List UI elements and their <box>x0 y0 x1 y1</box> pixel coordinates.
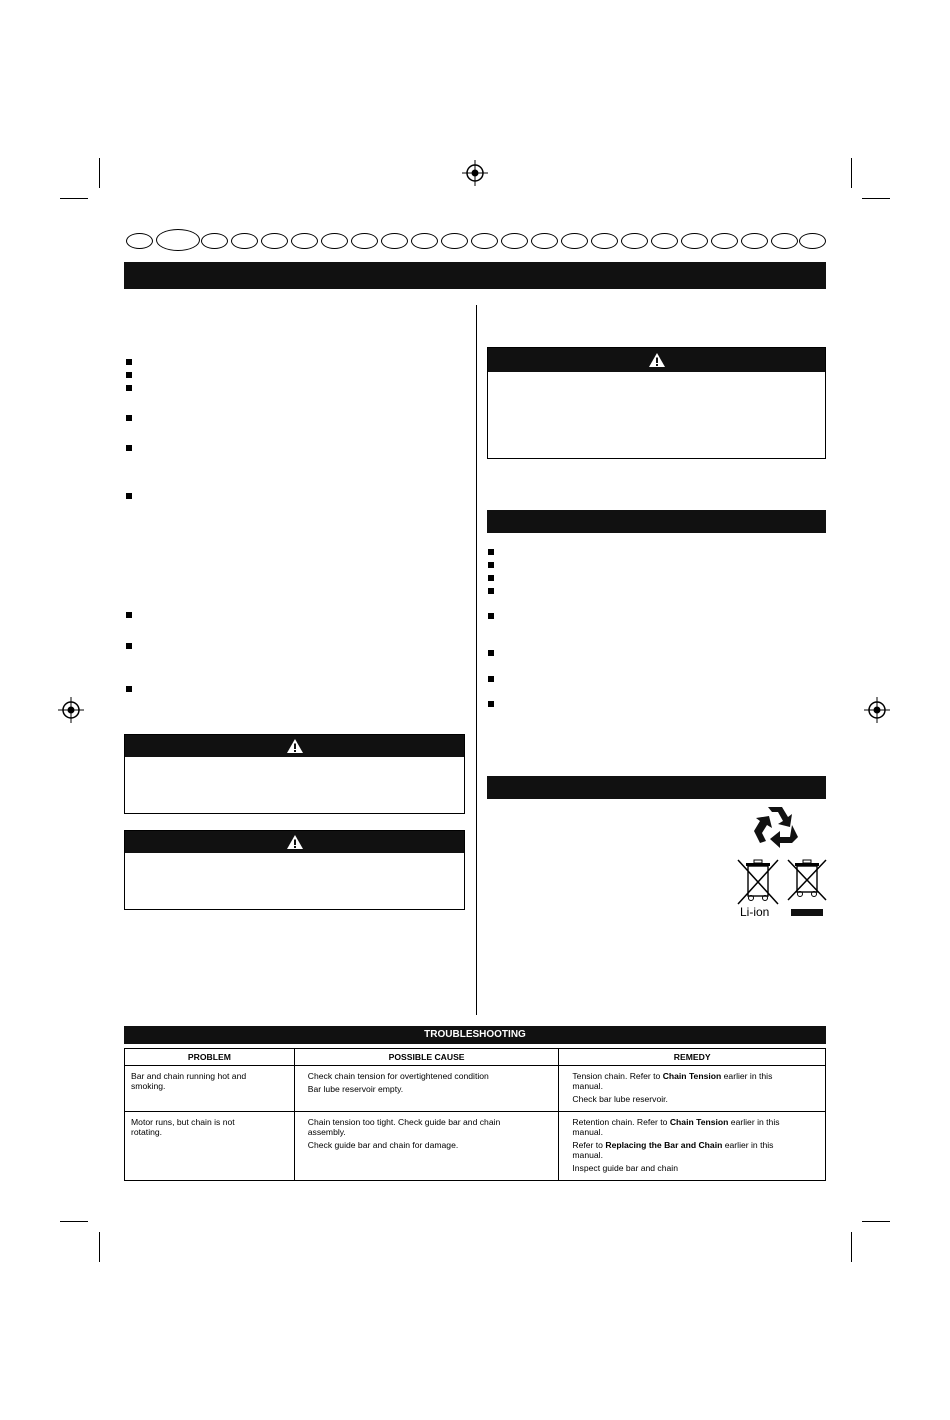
remedy-text: Tension chain. Refer to Chain Tension earlier in this manual. <box>572 1071 773 1091</box>
bullet <box>488 676 494 682</box>
troubleshooting-title: TROUBLESHOOTING <box>124 1026 826 1044</box>
crossed-bin-icon <box>736 858 780 906</box>
bullet <box>126 686 132 692</box>
table-header-row <box>125 1049 826 1066</box>
bullet <box>488 613 494 619</box>
remedy-text: Retention chain. Refer to Chain Tension earlier in this manual. <box>572 1117 780 1137</box>
language-oval <box>321 233 348 249</box>
language-oval <box>471 233 498 249</box>
problem-cell <box>125 1066 295 1112</box>
warning-header <box>125 735 464 757</box>
warning-header <box>125 831 464 853</box>
language-oval <box>651 233 678 249</box>
warning-box <box>124 830 465 910</box>
registration-mark-icon <box>58 697 84 723</box>
bullet <box>488 549 494 555</box>
warning-triangle-icon <box>286 834 304 850</box>
remedy-cell <box>559 1066 826 1112</box>
column-header-remedy: REMEDY <box>559 1049 826 1066</box>
bullet <box>126 372 132 378</box>
troubleshooting-table <box>124 1048 826 1181</box>
language-oval <box>621 233 648 249</box>
remedy-text: Inspect guide bar and chain <box>572 1163 678 1173</box>
language-oval <box>231 233 258 249</box>
registration-mark-icon <box>462 160 488 186</box>
cause-text: Check chain tension for overtightened condition <box>307 1071 489 1081</box>
bullet <box>126 612 132 618</box>
language-oval <box>411 233 438 249</box>
language-oval <box>741 233 768 249</box>
table-row <box>125 1112 826 1181</box>
bullet <box>488 575 494 581</box>
column-header-cause: POSSIBLE CAUSE <box>294 1049 559 1066</box>
language-oval <box>201 233 228 249</box>
column-header-problem: PROBLEM <box>125 1049 295 1066</box>
language-oval <box>799 233 826 249</box>
language-oval-active <box>156 229 200 251</box>
bullet <box>126 445 132 451</box>
crop-mark <box>60 1221 88 1222</box>
cause-text: Bar lube reservoir empty. <box>307 1084 404 1094</box>
bullet <box>126 415 132 421</box>
bullet <box>126 643 132 649</box>
bullet <box>126 359 132 365</box>
cause-text: Chain tension too tight. Check guide bar and chain assembly. <box>307 1117 501 1137</box>
section-header-bar <box>487 510 826 533</box>
problem-text: Bar and chain running hot and smoking. <box>131 1071 247 1091</box>
language-oval <box>501 233 528 249</box>
bullet <box>488 701 494 707</box>
crop-mark <box>851 158 852 188</box>
language-oval <box>711 233 738 249</box>
bullet <box>126 385 132 391</box>
problem-text: Motor runs, but chain is not rotating. <box>131 1117 235 1137</box>
language-oval <box>126 233 153 249</box>
language-oval <box>561 233 588 249</box>
recycle-icon <box>750 803 800 849</box>
language-oval <box>441 233 468 249</box>
crop-mark <box>99 1232 100 1262</box>
language-oval <box>591 233 618 249</box>
remedy-cell <box>559 1112 826 1181</box>
language-oval <box>351 233 378 249</box>
battery-type-label: Li-ion <box>740 905 770 919</box>
registration-mark-icon <box>864 697 890 723</box>
cause-cell <box>294 1112 559 1181</box>
column-divider <box>476 305 477 1015</box>
cause-text: Check guide bar and chain for damage. <box>307 1140 459 1150</box>
remedy-text: Refer to Replacing the Bar and Chain earlier in this manual. <box>572 1140 774 1160</box>
warning-box <box>487 347 826 459</box>
warning-triangle-icon <box>648 352 666 368</box>
section-header-bar <box>487 776 826 799</box>
bullet <box>488 562 494 568</box>
section-header-bar <box>124 262 826 289</box>
language-oval <box>531 233 558 249</box>
bullet <box>488 588 494 594</box>
warning-triangle-icon <box>286 738 304 754</box>
crop-mark <box>99 158 100 188</box>
warning-header <box>488 348 825 372</box>
cause-cell <box>294 1066 559 1112</box>
crop-mark <box>60 198 88 199</box>
warning-box <box>124 734 465 814</box>
bullet <box>488 650 494 656</box>
problem-cell <box>125 1112 295 1181</box>
bullet <box>126 493 132 499</box>
crossed-bin-icon <box>786 858 828 902</box>
table-row <box>125 1066 826 1112</box>
crop-mark <box>862 198 890 199</box>
language-oval <box>381 233 408 249</box>
language-oval <box>291 233 318 249</box>
remedy-text: Check bar lube reservoir. <box>572 1094 668 1104</box>
language-oval <box>261 233 288 249</box>
language-oval <box>681 233 708 249</box>
separate-collection-bar <box>791 909 823 916</box>
language-oval <box>771 233 798 249</box>
crop-mark <box>851 1232 852 1262</box>
crop-mark <box>862 1221 890 1222</box>
